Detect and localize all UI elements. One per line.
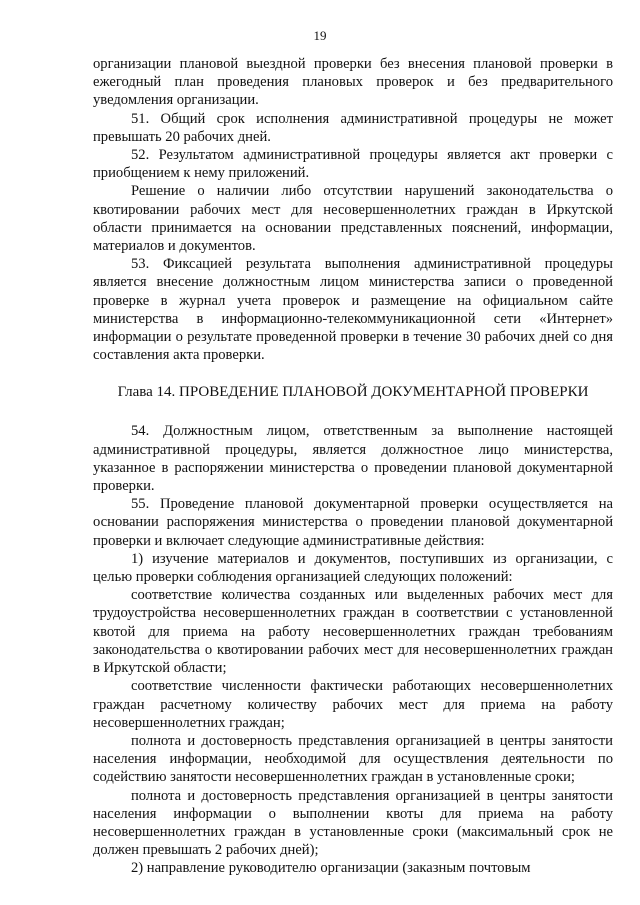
paragraph: соответствие численности фактически работающих несовершеннолетних граждан расчетному количеству рабочих мест для приема на работу несовершеннолетних граждан; [93, 678, 613, 731]
paragraph: полнота и достоверность представления организацией в центры занятости населения информации, необходимой для осуществления деятельности по содействию занятости несовершеннолетних граждан в установленные сроки; [93, 732, 613, 786]
paragraph: 51. Общий срок исполнения административной процедуры не может превышать 20 рабочих дней. [93, 110, 613, 145]
paragraph: 54. Должностным лицом, ответственным за выполнение настоящей административной процедуры, является должностное лицо министерства, указанное в распоряжении министерства о проведении плановой документарной проверки. [93, 423, 613, 495]
paragraph: соответствие количества созданных или выделенных рабочих мест для трудоустройства несовершеннолетних граждан в соответствии с установленной квотой для приема на работу несовершеннолетних граждан требованиям законодательства о квотировании рабочих мест для несовершеннолетних граждан в Иркутской области; [93, 587, 613, 677]
paragraph: 1) изучение материалов и документов, поступивших из организации, с целью проверки соблюдения организацией следующих положений: [93, 550, 613, 586]
paragraphs-top [93, 55, 613, 364]
paragraph: организации плановой выездной проверки без внесения плановой проверки в ежегодный план проведения плановых проверок и без предварительного уведомления организации. [93, 56, 613, 109]
paragraph: 55. Проведение плановой документарной проверки осуществляется на основании распоряжения министерства о проведении плановой документарной проверки и включает следующие административные действия: [93, 496, 613, 549]
paragraph: 52. Результатом административной процедуры является акт проверки с приобщением к нему приложений. [93, 147, 613, 182]
document-body [93, 55, 613, 878]
page-number: 19 [313, 28, 327, 43]
paragraph: полнота и достоверность представления организацией в центры занятости населения информации о выполнении квоты для приема на работу несовершеннолетних граждан в установленные сроки (максимальный срок не должен превышать 2 рабочих дней); [93, 787, 613, 859]
chapter-heading: Глава 14. ПРОВЕДЕНИЕ ПЛАНОВОЙ ДОКУМЕНТАРНОЙ ПРОВЕРКИ [117, 384, 589, 401]
paragraph: Решение о наличии либо отсутствии нарушений законодательства о квотировании рабочих мест для несовершеннолетних граждан в Иркутской области принимается на основании представленных пояснений, информации, материалов и документов. [93, 183, 613, 255]
paragraph: 2) направление руководителю организации (заказным почтовым [131, 860, 531, 877]
paragraphs-bottom [93, 422, 613, 877]
paragraph: 53. Фиксацией результата выполнения административной процедуры является внесение должностным лицом министерства записи о проведенной проверке в журнал учета проверок и размещение на официальном сайте министерства в информационно-телекоммуникационной сети «Интернет» информации о результате проведенной проверки в течение 30 рабочих дней со дня составления акта проверки. [93, 256, 613, 364]
